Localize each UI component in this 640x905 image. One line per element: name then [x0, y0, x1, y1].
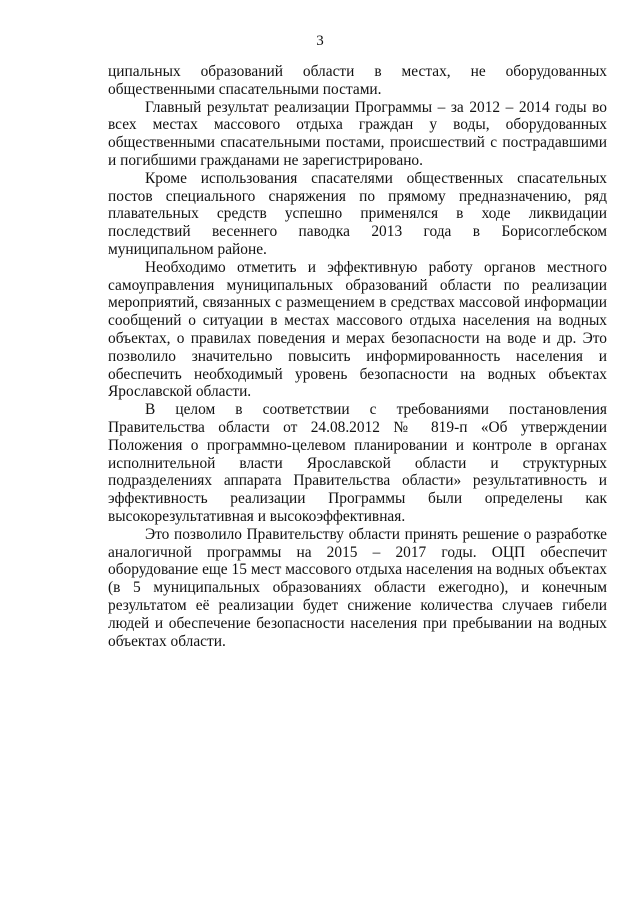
document-body: [108, 63, 607, 650]
paragraph-4: Необходимо отметить и эффективную работу органов местного самоуправления муниципальных образований области по реализации мероприятий, связанных с размещением в средствах массовой информации сообщений о ситуации в местах массового отдыха населения на водных объектах, о правилах поведения и мерах безопасности на воде и др. Это позволило значительно повысить информированность населения и обеспечить необходимый уровень безопасности на водных объектах Ярославской области.: [108, 258, 607, 401]
paragraph-6: Это позволило Правительству области принять решение о разработке аналогичной программы на 2015 – 2017 годы. ОЦП обеспечит оборудование еще 15 мест массового отдыха населения на водных объектах (в 5 муниципальных образованиях области ежегодно), и конечным результатом её реализации будет снижение количества случаев гибели людей и обеспечение безопасности населения при пребывании на водных объектах области.: [108, 525, 607, 650]
paragraph-3: Кроме использования спасателями общественных спасательных постов специального снаряжения по прямому предназначению, ряд плавательных средств успешно применялся в ходе ликвидации последствий весеннего паводка 2013 года в Борисоглебском муниципальном районе.: [108, 169, 607, 258]
page-number: 3: [316, 33, 324, 49]
paragraph-5: В целом в соответствии с требованиями постановления Правительства области от 24.08.2012 № 819-п «Об утверждении Положения о программно-целевом планировании и контроле в органах исполнительной власти Ярославской области и структурных подразделениях аппарата Правительства области» результативность и эффективность реализации Программы были определены как высокорезультативная и высокоэффективная.: [108, 401, 607, 525]
paragraph-1: ципальных образований области в местах, не оборудованных общественными спасательными постами.: [108, 63, 607, 98]
paragraph-2: Главный результат реализации Программы – за 2012 – 2014 годы во всех местах массового отдыха граждан у воды, оборудованных общественными спасательными постами, происшествий с пострадавшими и погибшими гражданами не зарегистрировано.: [108, 98, 607, 169]
